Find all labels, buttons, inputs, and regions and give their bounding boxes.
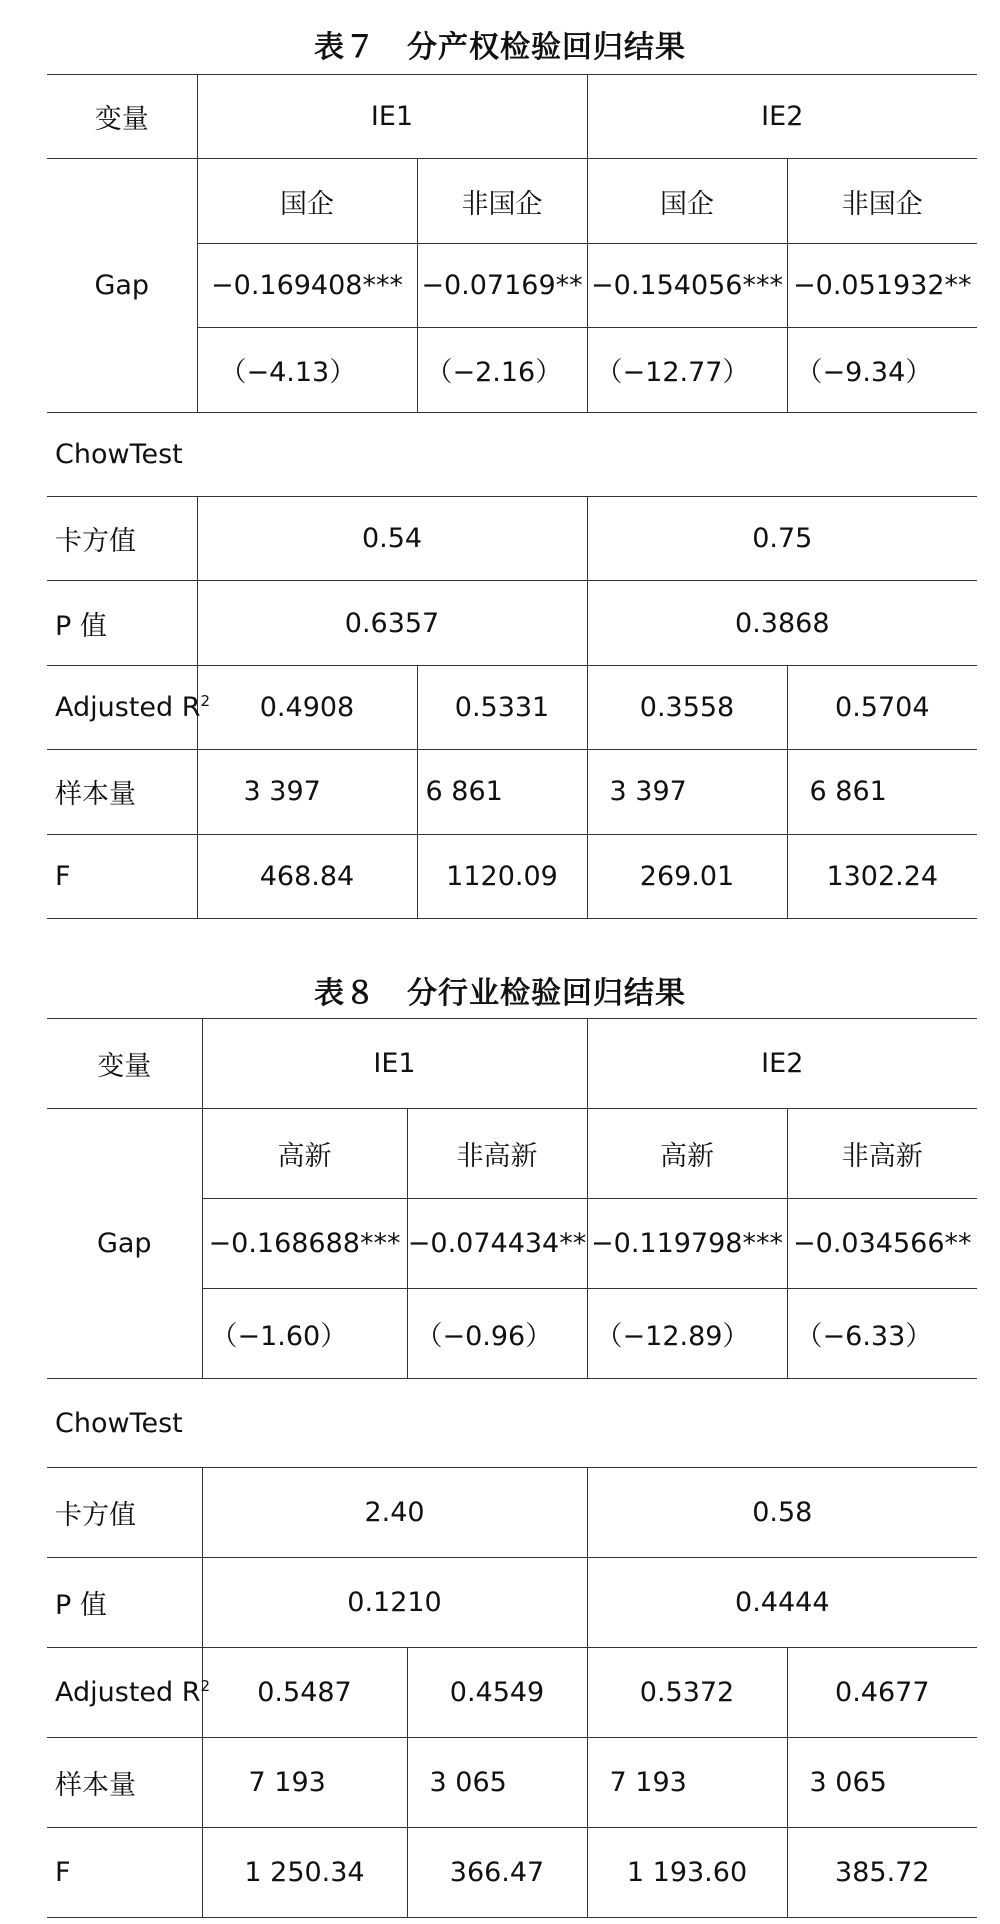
- adjr-cell: 0.3558: [587, 665, 787, 749]
- sample-cell: 6 861: [417, 750, 587, 834]
- adjusted-r-text: Adjusted R: [55, 1677, 201, 1709]
- table-row: [47, 750, 977, 834]
- sample-cell: 3 065: [407, 1738, 587, 1828]
- table-row: [47, 412, 977, 496]
- row-label-f: F: [47, 834, 197, 918]
- coef-cell: −0.051932**: [787, 243, 977, 327]
- sample-cell: 3 065: [787, 1738, 977, 1828]
- subheader-cell: 非高新: [787, 1108, 977, 1198]
- tstat-cell: （−6.33）: [787, 1288, 977, 1378]
- row-label-f: F: [47, 1828, 202, 1918]
- table-row: [47, 1558, 977, 1648]
- subheader-cell: 非国企: [787, 159, 977, 243]
- p-value-ie1: 0.6357: [197, 581, 587, 665]
- coef-cell: −0.074434**: [407, 1198, 587, 1288]
- row-label-adjusted-r2: [47, 665, 211, 749]
- adjr-cell: 0.5704: [787, 665, 977, 749]
- superscript-2: 2: [200, 1677, 211, 1696]
- header-ie2: IE2: [587, 1019, 977, 1109]
- table8-title: 表８ 分行业检验回归结果: [314, 976, 686, 1011]
- tstat-cell: （−12.77）: [587, 328, 787, 412]
- coef-cell: −0.154056***: [587, 243, 787, 327]
- table-row: [47, 834, 977, 918]
- subheader-cell: 非高新: [407, 1108, 587, 1198]
- row-label-p-value: P 值: [47, 581, 197, 665]
- sample-cell: 7 193: [587, 1738, 787, 1828]
- table-row: [47, 665, 977, 749]
- table-row: [47, 1738, 977, 1828]
- chi-square-ie1: 2.40: [202, 1468, 587, 1558]
- adjr-cell: 0.5331: [417, 665, 587, 749]
- table-row: [47, 159, 977, 243]
- table7-title: 表７ 分产权检验回归结果: [314, 30, 686, 65]
- tstat-cell: （−4.13）: [197, 328, 417, 412]
- header-ie1: IE1: [202, 1019, 587, 1109]
- tstat-cell: （−12.89）: [587, 1288, 787, 1378]
- table-row: [47, 1828, 977, 1918]
- coef-cell: −0.119798***: [587, 1198, 787, 1288]
- coef-cell: −0.07169**: [417, 243, 587, 327]
- table-row: [47, 496, 977, 580]
- sample-cell: 3 397: [587, 750, 787, 834]
- header-variable: 变量: [47, 1019, 202, 1109]
- subheader-cell: 非国企: [417, 159, 587, 243]
- superscript-2: 2: [200, 691, 211, 710]
- f-cell: 269.01: [587, 834, 787, 918]
- tstat-cell: （−2.16）: [417, 328, 587, 412]
- subheader-cell: 国企: [587, 159, 787, 243]
- subheader-cell: 国企: [197, 159, 417, 243]
- f-cell: 385.72: [787, 1828, 977, 1918]
- table-row: [47, 75, 977, 159]
- chi-square-ie1: 0.54: [197, 496, 587, 580]
- adjr-cell: 0.4549: [407, 1648, 587, 1738]
- coef-cell: −0.168688***: [202, 1198, 407, 1288]
- coef-cell: −0.169408***: [197, 243, 417, 327]
- sample-cell: 7 193: [202, 1738, 407, 1828]
- f-cell: 366.47: [407, 1828, 587, 1918]
- subheader-cell: 高新: [587, 1108, 787, 1198]
- table-row: [47, 1108, 977, 1198]
- row-label-chowtest: ChowTest: [47, 1378, 977, 1468]
- tstat-cell: （−9.34）: [787, 328, 977, 412]
- row-label-gap: Gap: [47, 1108, 202, 1378]
- table-row: [47, 1468, 977, 1558]
- p-value-ie2: 0.4444: [587, 1558, 977, 1648]
- tstat-cell: （−0.96）: [407, 1288, 587, 1378]
- row-label-gap: Gap: [47, 159, 197, 412]
- row-label-chi-square: 卡方值: [47, 1468, 202, 1558]
- adjr-cell: 0.5372: [587, 1648, 787, 1738]
- subheader-cell: 高新: [202, 1108, 407, 1198]
- row-label-sample-size: 样本量: [47, 750, 197, 834]
- table-row: [47, 1378, 977, 1468]
- p-value-ie2: 0.3868: [587, 581, 977, 665]
- row-label-sample-size: 样本量: [47, 1738, 202, 1828]
- chi-square-ie2: 0.58: [587, 1468, 977, 1558]
- adjusted-r-text: Adjusted R: [55, 691, 201, 723]
- row-label-chowtest: ChowTest: [47, 412, 977, 496]
- f-cell: 1 250.34: [202, 1828, 407, 1918]
- row-label-adjusted-r2: [47, 1648, 211, 1738]
- chi-square-ie2: 0.75: [587, 496, 977, 580]
- header-ie1: IE1: [197, 75, 587, 159]
- f-cell: 468.84: [197, 834, 417, 918]
- table-row: [47, 1648, 977, 1738]
- p-value-ie1: 0.1210: [202, 1558, 587, 1648]
- adjr-cell: 0.5487: [202, 1648, 407, 1738]
- f-cell: 1120.09: [417, 834, 587, 918]
- header-variable: 变量: [47, 75, 197, 159]
- table-row: [47, 581, 977, 665]
- tstat-cell: （−1.60）: [202, 1288, 407, 1378]
- adjr-cell: 0.4908: [197, 665, 417, 749]
- row-label-p-value: P 值: [47, 1558, 202, 1648]
- row-label-chi-square: 卡方值: [47, 496, 197, 580]
- sample-cell: 6 861: [787, 750, 977, 834]
- header-ie2: IE2: [587, 75, 977, 159]
- table7: [47, 74, 977, 919]
- f-cell: 1302.24: [787, 834, 977, 918]
- f-cell: 1 193.60: [587, 1828, 787, 1918]
- coef-cell: −0.034566**: [787, 1198, 977, 1288]
- adjr-cell: 0.4677: [787, 1648, 977, 1738]
- table8: [47, 1018, 977, 1918]
- sample-cell: 3 397: [197, 750, 417, 834]
- table-row: [47, 1019, 977, 1109]
